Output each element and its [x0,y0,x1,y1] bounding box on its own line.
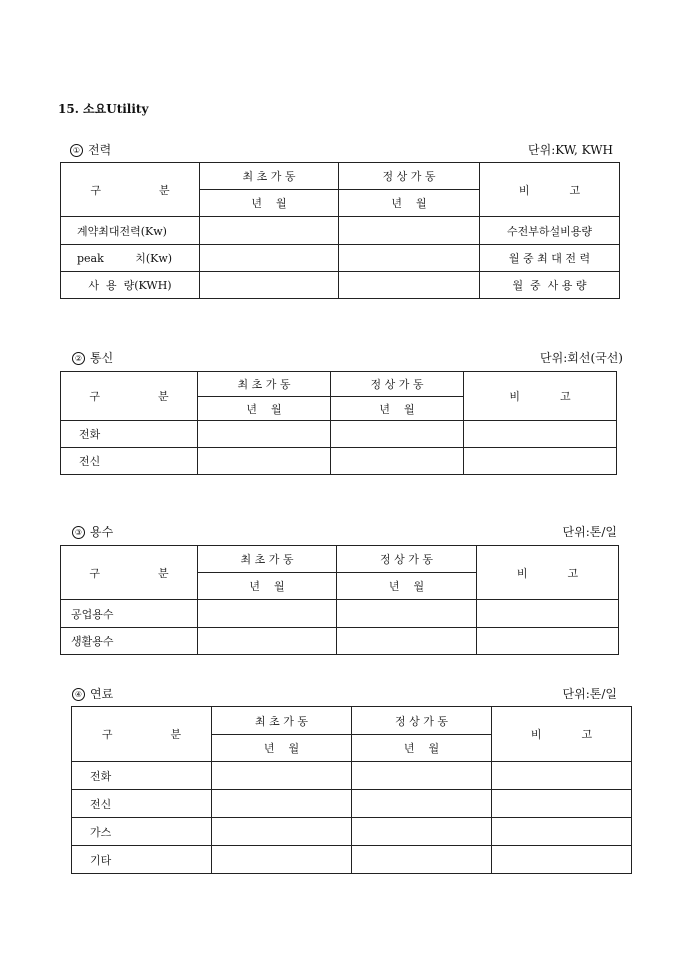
table-cell [212,790,352,818]
table-cell [198,600,337,628]
table-cell [477,628,619,655]
header-normal-operation: 정 상 가 동 [337,546,477,573]
header-remarks: 비 고 [492,707,632,762]
header-first-operation: 최 초 가 동 [198,372,331,397]
header-year-month: 년 월 [200,190,339,217]
table-cell [492,846,632,874]
table-cell [339,245,480,272]
table-cell [352,762,492,790]
row-note: 월 중 최 대 전 력 [480,245,620,272]
header-year-month: 년 월 [339,190,480,217]
header-first-operation: 최 초 가 동 [198,546,337,573]
water-section-label: ③ 용수 [72,523,113,540]
row-label: 사 용 량(KWH) [61,272,200,299]
water-unit: 단위:톤/일 [562,525,617,539]
header-normal-operation: 정 상 가 동 [339,163,480,190]
table-cell [331,421,464,448]
table-cell [198,448,331,475]
table-cell [198,628,337,655]
table-cell [198,421,331,448]
header-category: 구 분 [61,546,198,600]
table-cell [200,217,339,245]
row-label: 전화 [61,421,198,448]
header-year-month: 년 월 [352,735,492,762]
table-cell [464,421,617,448]
circled-number: ② [72,352,85,365]
fuel-section-label: ④ 연료 [72,685,113,702]
row-label: peak 치(Kw) [61,245,200,272]
row-label: 생활용수 [61,628,198,655]
circled-number: ④ [72,688,85,701]
table-cell [492,818,632,846]
table-cell [212,762,352,790]
header-remarks: 비 고 [477,546,619,600]
comm-section-label: ② 통신 [72,349,113,366]
table-cell [331,448,464,475]
header-category: 구 분 [72,707,212,762]
header-year-month: 년 월 [198,573,337,600]
table-cell [352,846,492,874]
row-label: 전신 [61,448,198,475]
table-cell [339,217,480,245]
fuel-unit: 단위:톤/일 [562,687,617,701]
table-cell [337,600,477,628]
row-note: 수전부하설비용량 [480,217,620,245]
power-table [60,162,620,299]
table-cell [212,818,352,846]
table-cell [212,846,352,874]
table-cell [337,628,477,655]
header-first-operation: 최 초 가 동 [200,163,339,190]
table-cell [477,600,619,628]
header-remarks: 비 고 [480,163,620,217]
fuel-table [71,706,632,874]
power-unit: 단위:KW, KWH [528,143,613,157]
comm-unit: 단위:회선(국선) [540,351,623,365]
row-label: 공업용수 [61,600,198,628]
header-remarks: 비 고 [464,372,617,421]
table-cell [352,818,492,846]
circled-number: ③ [72,526,85,539]
table-cell [200,272,339,299]
header-first-operation: 최 초 가 동 [212,707,352,735]
row-label: 전신 [72,790,212,818]
table-cell [492,762,632,790]
circled-number: ① [70,144,83,157]
header-category: 구 분 [61,163,200,217]
page-title: 15. 소요Utility [58,102,149,116]
row-label: 계약최대전력(Kw) [61,217,200,245]
header-category: 구 분 [61,372,198,421]
row-label: 기타 [72,846,212,874]
water-table [60,545,619,655]
table-cell [200,245,339,272]
table-cell [339,272,480,299]
comm-table [60,371,617,475]
row-note: 월 중 사 용 량 [480,272,620,299]
table-cell [464,448,617,475]
table-cell [492,790,632,818]
header-normal-operation: 정 상 가 동 [331,372,464,397]
header-year-month: 년 월 [337,573,477,600]
power-section-label: ① 전력 [70,141,111,158]
header-year-month: 년 월 [331,397,464,421]
row-label: 가스 [72,818,212,846]
header-year-month: 년 월 [198,397,331,421]
header-normal-operation: 정 상 가 동 [352,707,492,735]
header-year-month: 년 월 [212,735,352,762]
table-cell [352,790,492,818]
row-label: 전화 [72,762,212,790]
